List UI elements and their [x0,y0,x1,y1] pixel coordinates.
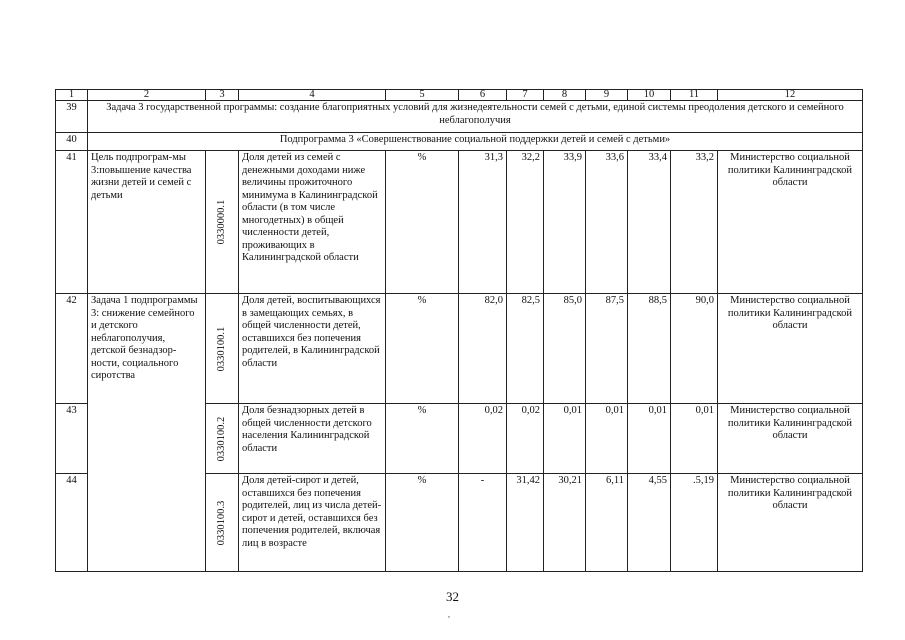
indicator-cell: Доля детей, воспитывающихся в замещающих семьях, в общей численности детей, оставшихся без попечения родителей, в Калининградской области [239,294,386,404]
col-header: 7 [507,90,544,101]
value-cell: 0,01 [544,404,586,474]
value-cell: 31,42 [507,474,544,572]
table-row [56,151,863,294]
value-cell: 88,5 [628,294,671,404]
value-cell: 0,01 [628,404,671,474]
value-cell: 0,01 [671,404,718,474]
responsible-cell: Министерство социальной политики Калининградской области [718,404,863,474]
col-header: 8 [544,90,586,101]
value-cell: 33,4 [628,151,671,294]
value-cell: 87,5 [586,294,628,404]
row-number: 41 [56,151,88,294]
goal-cell: Задача 1 подпрограммы 3: снижение семейного и детского неблагополучия, детской безнадзор-ности, социального сиротства [88,294,206,572]
value-cell: 33,9 [544,151,586,294]
code-text: 0330100.2 [215,416,227,461]
col-header: 11 [671,90,718,101]
value-cell: 33,6 [586,151,628,294]
row-number: 43 [56,404,88,474]
value-cell: 31,3 [459,151,507,294]
scan-mark: , [448,610,450,619]
unit-cell: % [386,151,459,294]
code-cell [206,474,239,572]
value-cell: .5,19 [671,474,718,572]
row-number: 44 [56,474,88,572]
indicator-cell: Доля детей из семей с денежными доходами ниже величины прожиточного минимума в Калининградской области (в том числе многодетных) в общей численности детей, проживающих в Калининградской области [239,151,386,294]
value-cell: 0,01 [586,404,628,474]
value-cell: 82,0 [459,294,507,404]
col-header: 5 [386,90,459,101]
col-header: 4 [239,90,386,101]
code-text: 0330100.3 [215,500,227,545]
code-text: 0330100.1 [215,326,227,371]
row-number: 40 [56,133,88,151]
col-header: 9 [586,90,628,101]
col-header: 6 [459,90,507,101]
value-cell: 90,0 [671,294,718,404]
code-text: 0330000.1 [215,199,227,245]
responsible-cell: Министерство социальной политики Калининградской области [718,474,863,572]
goal-cell: Цель подпрограм-мы 3:повышение качества жизни детей и семей с детьми [88,151,206,294]
col-header: 1 [56,90,88,101]
unit-cell: % [386,294,459,404]
col-header: 12 [718,90,863,101]
code-cell [206,294,239,404]
page-number: 32 [446,589,459,604]
indicators-table [55,89,863,572]
col-header: 10 [628,90,671,101]
table-row [56,294,863,404]
value-cell: 32,2 [507,151,544,294]
header-row [56,90,863,101]
value-cell: 6,11 [586,474,628,572]
indicator-cell: Доля детей-сирот и детей, оставшихся без попечения родителей, лиц из числа детей-сирот и детей, оставшихся без попечения родителей, включая лиц в возрасте [239,474,386,572]
table-row [56,101,863,133]
value-cell: 33,2 [671,151,718,294]
value-cell: 82,5 [507,294,544,404]
row-number: 39 [56,101,88,133]
responsible-cell: Министерство социальной политики Калининградской области [718,151,863,294]
table-row [56,133,863,151]
row-number: 42 [56,294,88,404]
subprogram-heading: Подпрограмма 3 «Совершенствование социальной поддержки детей и семей с детьми» [88,133,863,151]
value-cell: - [459,474,507,572]
unit-cell: % [386,404,459,474]
value-cell: 85,0 [544,294,586,404]
code-cell [206,151,239,294]
value-cell: 0,02 [459,404,507,474]
responsible-cell: Министерство социальной политики Калининградской области [718,294,863,404]
col-header: 2 [88,90,206,101]
code-cell [206,404,239,474]
value-cell: 30,21 [544,474,586,572]
task-heading: Задача 3 государственной программы: создание благоприятных условий для жизнедеятельности семей с детьми, единой системы преодоления детского и семейного неблагополучия [88,101,863,133]
value-cell: 4,55 [628,474,671,572]
indicator-cell: Доля безнадзорных детей в общей численности детского населения Калининградской области [239,404,386,474]
col-header: 3 [206,90,239,101]
unit-cell: % [386,474,459,572]
value-cell: 0,02 [507,404,544,474]
